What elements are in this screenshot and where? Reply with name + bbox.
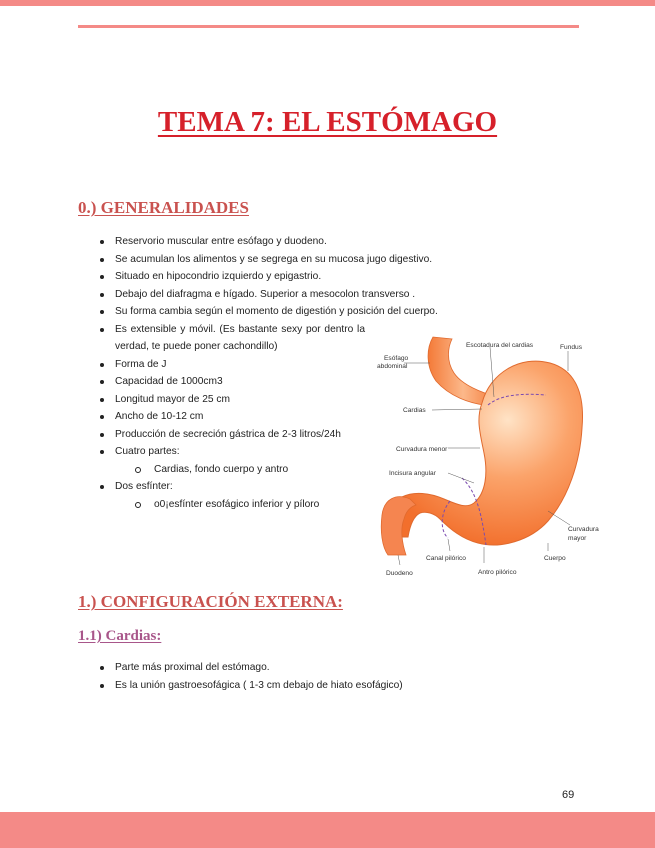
label-incisura: Incisura angular [389, 470, 436, 477]
label-curvatura-mayor: Curvadura [568, 526, 599, 533]
label-escotadura: Escotadura del cardias [466, 342, 534, 349]
sublist-item: Cardias, fondo cuerpo y antro [115, 461, 518, 479]
label-cuerpo: Cuerpo [544, 555, 566, 562]
section-heading-generalidades: 0.) GENERALIDADES [78, 198, 249, 217]
section-heading-configuracion: 1.) CONFIGURACIÓN EXTERNA: [78, 592, 343, 611]
list-item: Debajo del diafragma e hígado. Superior a mesocolon transverso . [78, 286, 518, 304]
page-number: 69 [562, 789, 575, 801]
label-curvatura-menor: Curvadura menor [396, 446, 448, 453]
label-duodeno: Duodeno [386, 570, 413, 577]
label-canal-pilorico: Canal pilórico [426, 555, 466, 562]
label-antro-pilorico: Antro pilórico [478, 569, 517, 576]
list-item: Su forma cambia según el momento de digestión y posición del cuerpo. [78, 303, 518, 321]
sublist-item: o0¡esfínter esofágico inferior y píloro [115, 496, 518, 514]
list-item: Situado en hipocondrio izquierdo y epigastrio. [78, 268, 518, 286]
list-item-label: Cuatro partes: [115, 446, 180, 457]
label-abdominal: abdominal [377, 363, 408, 370]
subsection-heading-cardias: 1.1) Cardias: [78, 628, 162, 644]
stomach-body-shape [386, 361, 583, 545]
list-item: Producción de secreción gástrica de 2-3 litros/24h [78, 426, 365, 444]
label-fundus: Fundus [560, 344, 582, 351]
top-accent-band [0, 0, 655, 6]
list-item: Es la unión gastroesofágica ( 1-3 cm debajo de hiato esofágico) [78, 677, 518, 695]
list-item: Es extensible y móvil. (Es bastante sexy por dentro la verdad, te puede poner cachondillo) [78, 321, 365, 356]
list-item: Parte más proximal del estómago. [78, 659, 518, 677]
label-cardias: Cardias [403, 407, 426, 414]
header-rule [78, 25, 579, 28]
list-item: Forma de J [78, 356, 518, 374]
label-esofago: Esófago [384, 355, 409, 362]
list-item: Reservorio muscular entre esófago y duodeno. [78, 233, 518, 251]
page-title: TEMA 7: EL ESTÓMAGO [157, 106, 498, 138]
list-item: Capacidad de 1000cm3 [78, 373, 518, 391]
stomach-illustration [370, 333, 610, 583]
bottom-accent-band [0, 812, 655, 848]
stomach-figure [370, 333, 610, 583]
list-item: Longitud mayor de 25 cm [78, 391, 518, 409]
list-item: Se acumulan los alimentos y se segrega en su mucosa jugo digestivo. [78, 251, 518, 269]
label-mayor: mayor [568, 535, 587, 542]
cardias-list [78, 659, 518, 694]
list-item: Ancho de 10-12 cm [78, 408, 518, 426]
list-item-label: Dos esfínter: [115, 481, 173, 492]
